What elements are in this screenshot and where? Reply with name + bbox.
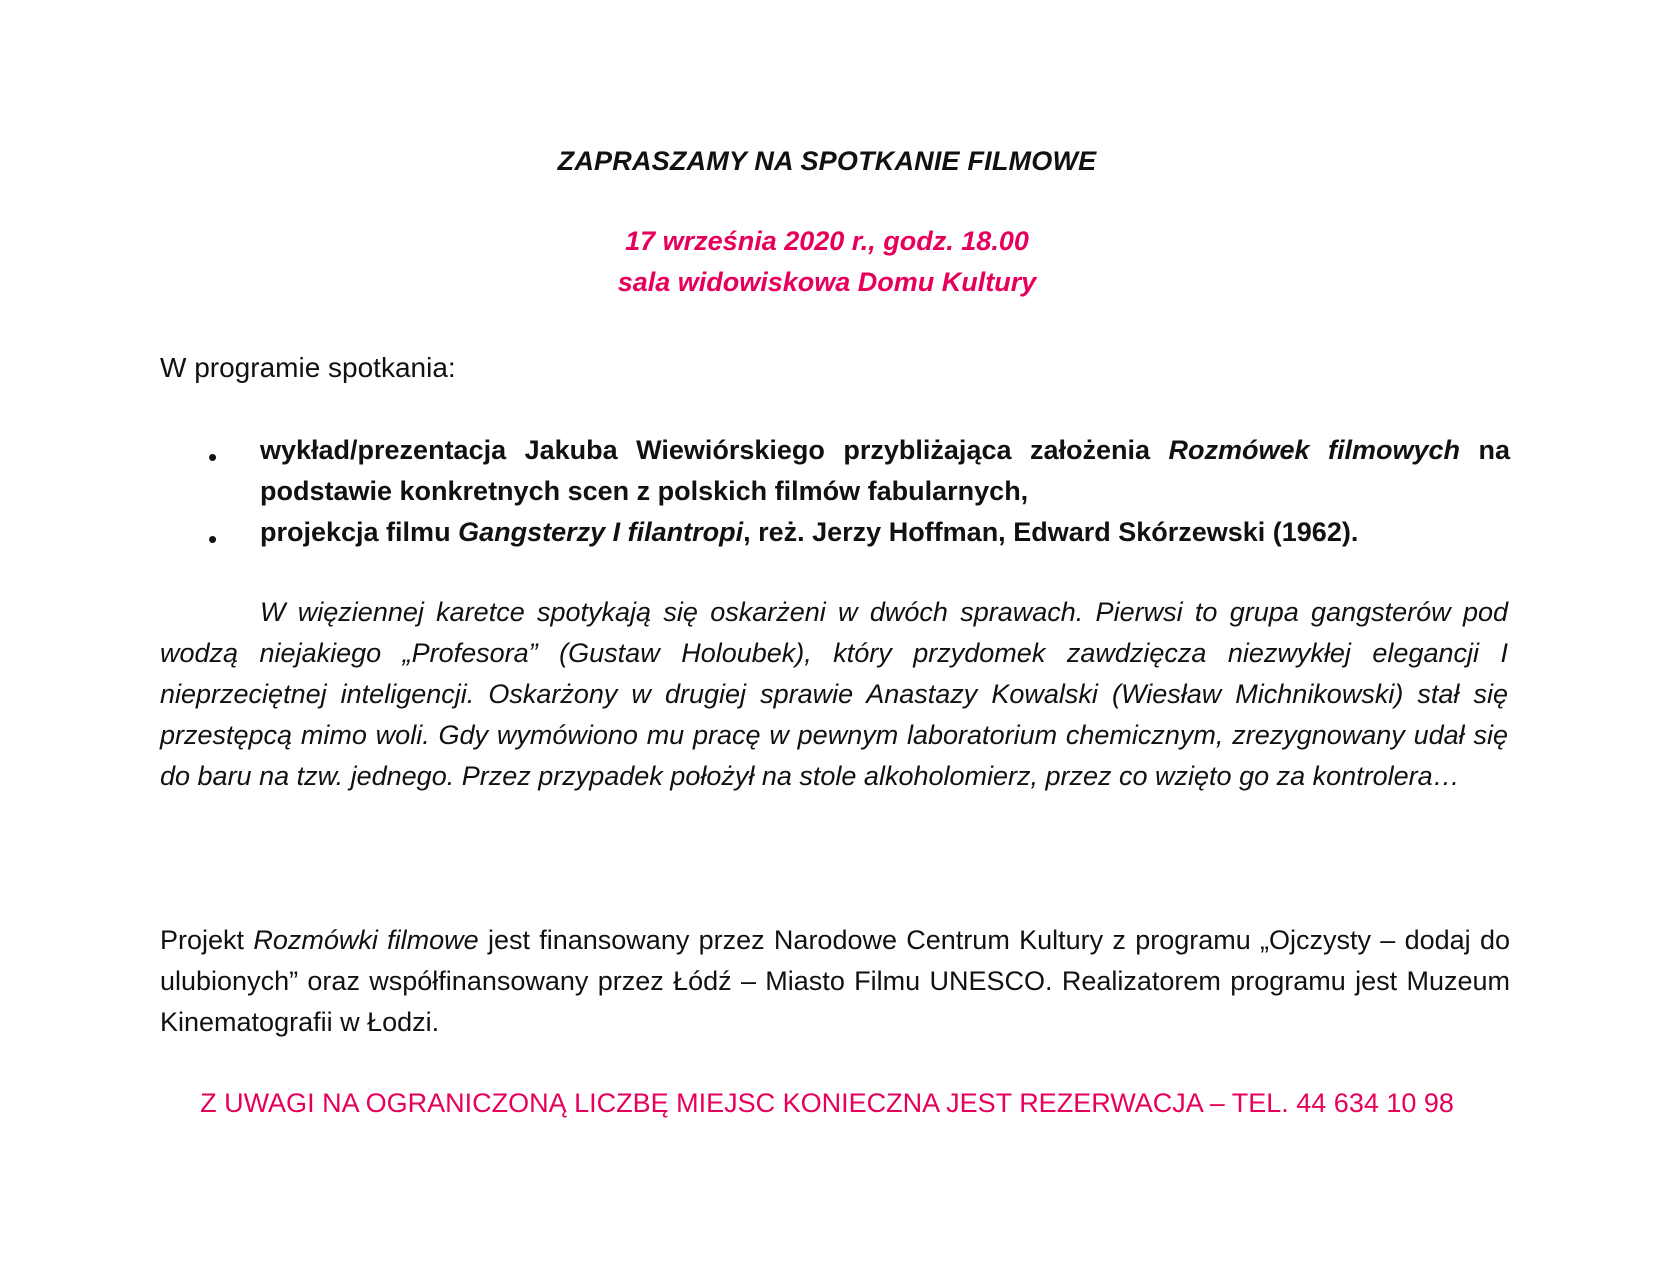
program-item-screening — [260, 512, 1510, 553]
project-name: Rozmówki filmowe — [253, 925, 479, 955]
reservation-notice: Z UWAGI NA OGRANICZONĄ LICZBĘ MIEJSC KONIECZNA JEST REZERWACJA – TEL. 44 634 10 98 — [200, 1088, 1454, 1118]
program-item-lecture — [260, 430, 1510, 512]
bullet-marker: • — [208, 442, 218, 472]
bullet-marker: • — [208, 524, 218, 554]
program-item-text: wykład/prezentacja Jakuba Wiewiórskiego przybliżająca założenia — [260, 435, 1169, 465]
event-date: 17 września 2020 r., godz. 18.00 — [625, 226, 1029, 256]
program-item-text: na podstawie konkretnych scen z polskich filmów fabularnych, — [260, 435, 1511, 506]
event-venue: sala widowiskowa Domu Kultury — [617, 267, 1037, 297]
program-item-film-title: Gangsterzy I filantropi — [458, 517, 744, 547]
funding-text: jest finansowany przez Narodowe Centrum Kultury z programu „Ojczysty – dodaj do ulubionych” oraz współfinansowany przez Łódź – Miasto Filmu UNESCO. Realizatorem programu jest Muzeum Kinematografii w Łodzi. — [160, 925, 1510, 1037]
program-item-text: , reż. Jerzy Hoffman, Edward Skórzewski (1962). — [743, 517, 1359, 547]
film-synopsis: W więziennej karetce spotykają się oskarżeni w dwóch sprawach. Pierwsi to grupa gangsterów pod wodzą niejakiego „Profesora” (Gustaw Holoubek), który przydomek zawdzięcza niezwykłej elegancji I nieprzeciętnej inteligencji. Oskarżony w drugiej sprawie Anastazy Kowalski (Wiesław Michnikowski) stał się przestępcą mimo woli. Gdy wymówiono mu pracę w pewnym laboratorium chemicznym, zrezygnowany udał się do baru na tzw. jednego. Przez przypadek położył na stole alkoholomierz, przez co wzięto go za kontrolera… — [160, 597, 1508, 791]
program-label: W programie spotkania: — [160, 352, 456, 383]
funding-note — [160, 920, 1510, 1043]
program-item-text: projekcja filmu — [260, 517, 459, 547]
program-item-italic-title: Rozmówek filmowych — [1168, 435, 1461, 465]
page-title: ZAPRASZAMY NA SPOTKANIE FILMOWE — [557, 146, 1097, 176]
funding-text: Projekt — [160, 925, 254, 955]
